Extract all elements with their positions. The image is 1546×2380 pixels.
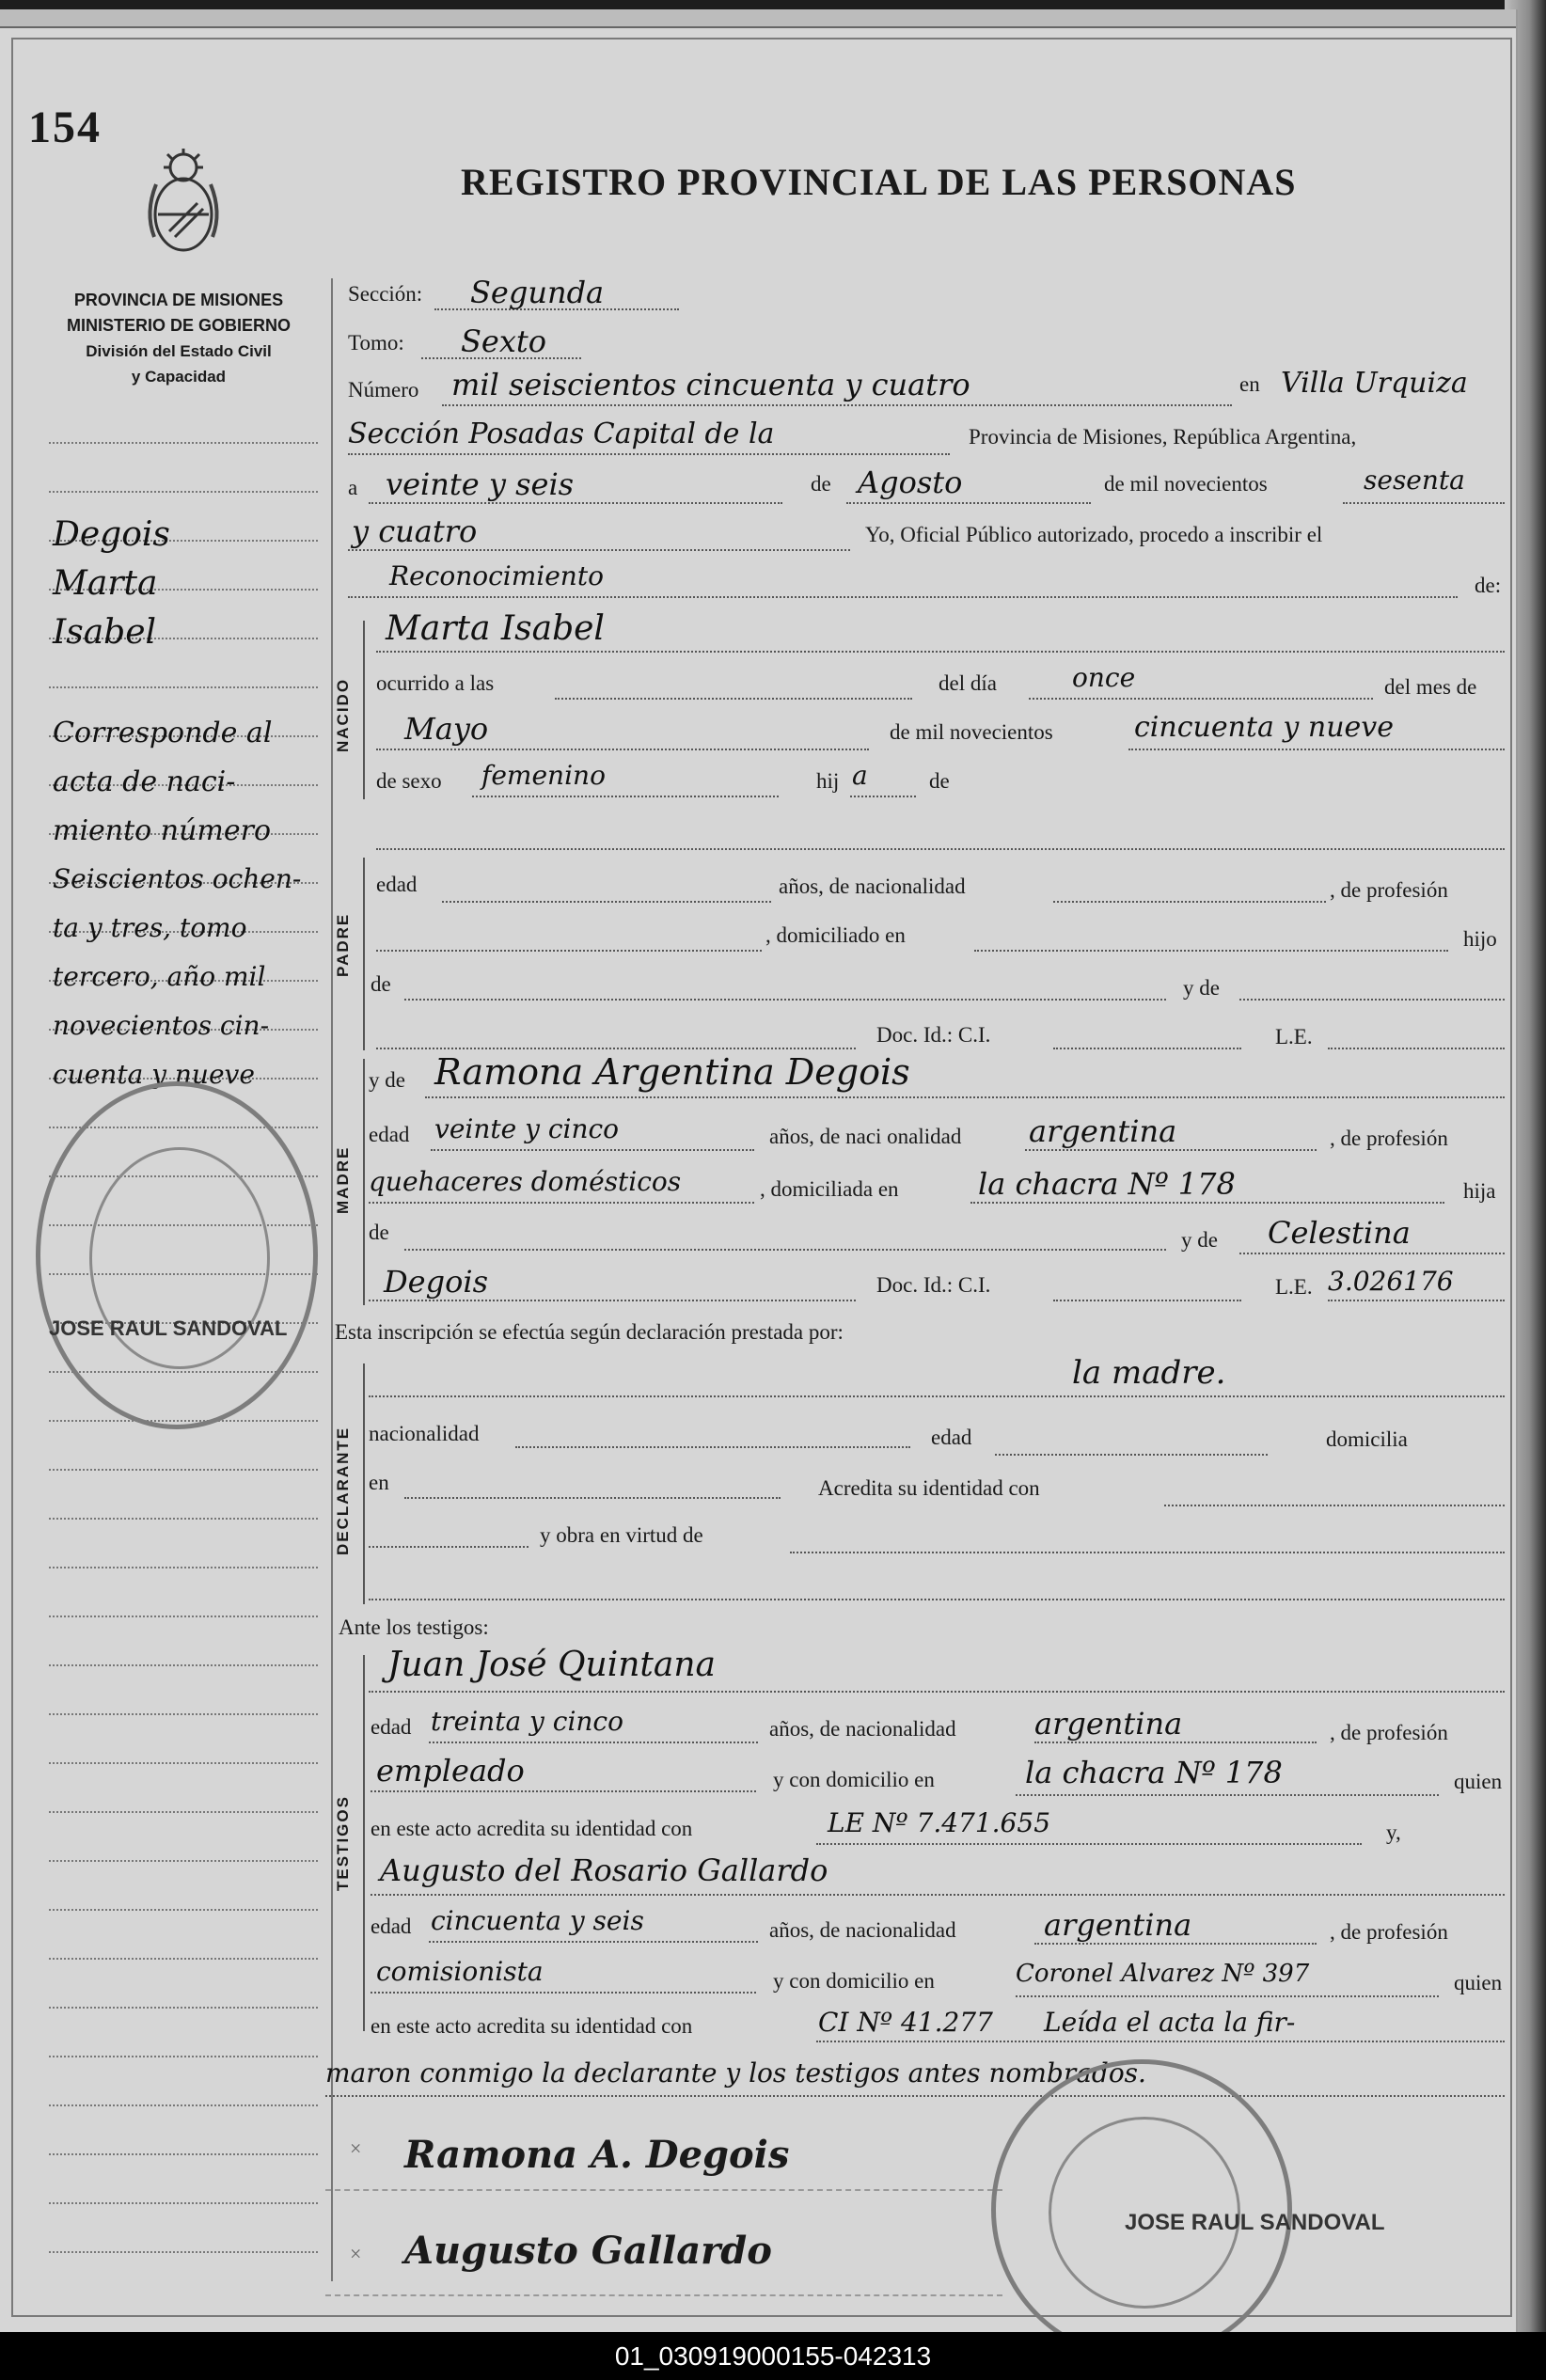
padre-le-line xyxy=(1328,1048,1505,1049)
decl-acredita-label: Acredita su identidad con xyxy=(818,1476,1040,1500)
numero-line xyxy=(442,404,1232,406)
madre-le-label: L.E. xyxy=(1275,1275,1313,1299)
margin-separator xyxy=(331,278,333,2281)
testigo2-value: Augusto del Rosario Gallardo xyxy=(380,1852,828,1888)
acto-line xyxy=(348,596,1458,598)
madre-bracket xyxy=(363,1059,365,1305)
t1-edad-label: edad xyxy=(371,1715,412,1739)
margin-note-line: Seiscientos ochen- xyxy=(53,863,302,894)
margin-ruled-line xyxy=(49,1713,318,1715)
padre-padres-line xyxy=(404,999,1166,1001)
anio2-value: y cuatro xyxy=(352,513,478,549)
decl-nac-line xyxy=(515,1446,910,1448)
signature-mark: × xyxy=(350,2136,362,2160)
madre-nac-label: años, de naci onalidad xyxy=(769,1125,962,1148)
margin-ruled-line xyxy=(49,2153,318,2155)
closing-line xyxy=(325,2095,1505,2097)
numero-label: Número xyxy=(348,378,419,402)
margin-ruled-line xyxy=(49,2056,318,2057)
decl-obra-pre-line xyxy=(369,1546,528,1548)
page-title: REGISTRO PROVINCIAL DE LAS PERSONAS xyxy=(461,161,1297,203)
margin-ruled-line xyxy=(49,2251,318,2253)
del-dia-label: del día xyxy=(939,671,997,695)
madre-edad-value: veinte y cinco xyxy=(434,1113,620,1144)
madre-dom-value: la chacra Nº 178 xyxy=(978,1166,1236,1202)
hij-label: hij xyxy=(816,769,840,793)
decl-dom-label: domicilia xyxy=(1326,1427,1408,1451)
a-label: a xyxy=(348,476,358,499)
en-label: en xyxy=(1239,372,1260,396)
t2-nac-line xyxy=(1034,1943,1317,1945)
t1-edad-line xyxy=(429,1742,758,1743)
madre-dom-line xyxy=(970,1202,1444,1204)
padre-le-label: L.E. xyxy=(1275,1025,1313,1048)
padre-side-label: PADRE xyxy=(334,912,352,978)
sexo-label: de sexo xyxy=(376,769,442,793)
testigo2-line xyxy=(371,1894,1505,1896)
anio-value: sesenta xyxy=(1364,465,1465,496)
madre-y-de-2-label: y de xyxy=(1181,1228,1218,1252)
anio2-line xyxy=(348,549,850,551)
margin-note-line: miento número xyxy=(53,814,272,847)
margin-ruled-line xyxy=(49,686,318,688)
margin-ruled-line xyxy=(49,1616,318,1617)
t1-dom-value: la chacra Nº 178 xyxy=(1025,1755,1283,1790)
hora-line xyxy=(555,698,912,700)
margin-ruled-line xyxy=(49,442,318,444)
t2-acredita-label: en este acto acredita su identidad con xyxy=(371,2014,693,2038)
province-label: PROVINCIA DE MISIONES xyxy=(73,291,284,309)
madre-abuela-value: Celestina xyxy=(1268,1215,1411,1251)
madre-prof-label: , de profesión xyxy=(1330,1127,1448,1150)
declarante-nombre-line xyxy=(369,1395,1505,1397)
madre-ci-line xyxy=(1053,1300,1241,1301)
margin-ruled-line xyxy=(49,1811,318,1813)
t1-dom-label: y con domicilio en xyxy=(773,1768,935,1791)
t2-edad-line xyxy=(429,1941,758,1943)
madre-nac-value: argentina xyxy=(1029,1113,1177,1149)
signature-mark: × xyxy=(350,2242,362,2265)
t2-prof-line xyxy=(371,1992,756,1994)
madre-nac-line xyxy=(1025,1149,1317,1151)
de-label: de xyxy=(811,472,831,496)
margin-ruled-line xyxy=(49,491,318,493)
dia-line xyxy=(369,502,782,504)
division-label-1: División del Estado Civil xyxy=(86,342,272,360)
t1-acredita-label: en este acto acredita su identidad con xyxy=(371,1817,693,1840)
dia-value: veinte y seis xyxy=(386,466,575,502)
t2-edad-value: cincuenta y seis xyxy=(431,1905,644,1936)
margin-ruled-line xyxy=(49,1909,318,1911)
madre-edad-line xyxy=(431,1149,754,1151)
margin-note-line: cuenta y nueve xyxy=(53,1059,255,1090)
madre-abuela2-line xyxy=(369,1300,856,1301)
padre-doc-label: Doc. Id.: C.I. xyxy=(876,1023,991,1047)
decl-acredita-line xyxy=(1164,1505,1505,1506)
decl-en-label: en xyxy=(369,1471,389,1494)
anio-nac-value: cincuenta y nueve xyxy=(1134,711,1394,744)
nombre-value: Marta Isabel xyxy=(386,609,605,648)
decl-obra-line xyxy=(790,1552,1505,1553)
padre-edad-label: edad xyxy=(376,873,418,896)
de-colon-label: de: xyxy=(1475,574,1502,597)
t2-id-value: CI Nº 41.277 xyxy=(818,2007,993,2038)
madre-prof-value: quehaceres domésticos xyxy=(369,1166,682,1197)
padre-extra-line xyxy=(376,1048,856,1049)
margin-ruled-line xyxy=(49,1567,318,1568)
margin-ruled-line xyxy=(49,2202,318,2204)
padre-ci-line xyxy=(1053,1048,1241,1049)
margin-note-line: novecientos cin- xyxy=(53,1010,270,1041)
sexo-line xyxy=(472,796,779,797)
madre-prof-line xyxy=(369,1202,754,1204)
madre-y-de-label: y de xyxy=(369,1068,405,1092)
padre-prof-line xyxy=(376,950,762,952)
margin-ruled-line xyxy=(49,2007,318,2009)
testigos-side-label: TESTIGOS xyxy=(334,1795,352,1891)
madre-dom-label: , domiciliada en xyxy=(760,1177,899,1201)
margin-ruled-line xyxy=(49,1958,318,1960)
madre-abuela-line xyxy=(1239,1253,1505,1254)
madre-side-label: MADRE xyxy=(334,1145,352,1215)
t1-prof-value: empleado xyxy=(376,1753,525,1789)
hij-value: a xyxy=(852,760,868,791)
closing-line-2: maron conmigo la declarante y los testigos antes nombrados. xyxy=(325,2057,1146,2088)
t2-edad-label: edad xyxy=(371,1915,412,1938)
declarante-side-label: DECLARANTE xyxy=(334,1426,352,1555)
t1-prof-label: , de profesión xyxy=(1330,1721,1448,1744)
t2-nac-value: argentina xyxy=(1044,1907,1192,1943)
margin-ruled-line xyxy=(49,1518,318,1520)
closing-line-1: Leída el acta la fir- xyxy=(1044,2007,1296,2038)
declarante-bracket xyxy=(363,1363,365,1604)
division-label-2: y Capacidad xyxy=(131,368,227,386)
padre-hijo-label: hijo xyxy=(1463,927,1497,951)
mes-line xyxy=(846,502,1091,504)
mes-nac-line xyxy=(376,749,869,750)
t1-id-line xyxy=(816,1843,1362,1845)
yo-label: Yo, Oficial Público autorizado, procedo a inscribir el xyxy=(865,523,1323,546)
mes-nac-value: Mayo xyxy=(404,711,489,747)
sig-line-1 xyxy=(325,2189,1002,2191)
t2-prof-value: comisionista xyxy=(376,1956,544,1987)
margin-note-line: ta y tres, tomo xyxy=(53,912,247,943)
madre-abuela2-value: Degois xyxy=(384,1264,488,1300)
margin-ruled-line xyxy=(49,1860,318,1862)
mil-novecientos-label: de mil novecientos xyxy=(1104,472,1268,496)
stamp-official-name-2: JOSE RAUL SANDOVAL xyxy=(1125,2210,1385,2235)
mes-value: Agosto xyxy=(858,465,963,500)
margin-ruled-line xyxy=(49,2104,318,2106)
acto-value: Reconocimiento xyxy=(389,560,604,591)
madre-padres-line xyxy=(404,1249,1166,1251)
margin-ruled-line xyxy=(49,1469,318,1471)
esta-inscripcion-label: Esta inscripción se efectúa según declaración prestada por: xyxy=(335,1320,844,1344)
madre-hija-label: hija xyxy=(1463,1179,1496,1203)
t1-nac-label: años, de nacionalidad xyxy=(769,1717,956,1741)
madre-doc-label: Doc. Id.: C.I. xyxy=(876,1273,991,1297)
padre-dom-line xyxy=(974,950,1448,952)
lugar2-line xyxy=(348,453,950,455)
t1-y-label: y, xyxy=(1386,1820,1401,1844)
t1-dom-line xyxy=(1016,1794,1439,1796)
nacido-side-label: NACIDO xyxy=(334,677,352,752)
seccion-label: Sección: xyxy=(348,282,423,306)
testigo1-line xyxy=(369,1691,1505,1693)
signature-testigo: Augusto Gallardo xyxy=(404,2229,772,2273)
anio-nac-line xyxy=(1128,749,1505,750)
padre-y-de-label: y de xyxy=(1183,976,1220,1000)
declarante-value: la madre. xyxy=(1072,1354,1226,1392)
decl-en-line xyxy=(404,1497,781,1499)
ante-testigos-label: Ante los testigos: xyxy=(339,1616,489,1639)
provincia-label: Provincia de Misiones, República Argentina, xyxy=(969,425,1357,449)
madre-le-value: 3.026176 xyxy=(1328,1266,1454,1297)
madre-nombre-line xyxy=(425,1096,1505,1098)
margin-note-line: Isabel xyxy=(53,613,157,652)
folio-number: 154 xyxy=(28,102,102,152)
madre-edad-label: edad xyxy=(369,1123,410,1146)
padre-prof-label: , de profesión xyxy=(1330,878,1448,902)
sig-line-2 xyxy=(325,2294,1002,2296)
anio-line xyxy=(1343,502,1505,504)
registry-stamp xyxy=(36,1081,318,1429)
testigos-bracket xyxy=(363,1655,365,2031)
madre-nombre-value: Ramona Argentina Degois xyxy=(434,1051,910,1093)
padre-dom-label: , domiciliado en xyxy=(765,923,906,947)
lugar-value: Villa Urquiza xyxy=(1281,367,1468,400)
margin-note-line: tercero, año mil xyxy=(53,961,266,992)
stamp-official-name: JOSE RAUL SANDOVAL xyxy=(49,1316,288,1340)
t1-prof-line xyxy=(371,1790,756,1792)
t2-prof-label: , de profesión xyxy=(1330,1920,1448,1944)
t1-nac-line xyxy=(1034,1742,1317,1743)
t2-dom-value: Coronel Alvarez Nº 397 xyxy=(1016,1960,1310,1988)
padre-nac-line xyxy=(1053,901,1326,903)
t2-dom-line xyxy=(1016,1995,1439,1997)
decl-edad-line xyxy=(995,1454,1268,1456)
decl-edad-label: edad xyxy=(931,1426,972,1449)
margin-note-line: Corresponde al xyxy=(53,717,273,749)
seccion-value: Segunda xyxy=(470,275,605,310)
t2-quien-label: quien xyxy=(1454,1971,1503,1994)
t2-nac-label: años, de nacionalidad xyxy=(769,1918,956,1942)
padre-nombre-line xyxy=(376,848,1505,850)
dia-nac-line xyxy=(1029,698,1373,700)
de-label-2: de xyxy=(929,769,950,793)
padre-edad-line xyxy=(442,901,771,903)
padre-nac-label: años, de nacionalidad xyxy=(779,875,966,898)
nombre-line xyxy=(376,651,1505,653)
dia-nac-value: once xyxy=(1072,662,1136,693)
t2-dom-label: y con domicilio en xyxy=(773,1969,935,1993)
margin-note-line: Marta xyxy=(53,564,158,603)
t1-edad-value: treinta y cinco xyxy=(431,1706,623,1737)
nacido-bracket xyxy=(363,621,365,799)
padre-de-label: de xyxy=(371,972,391,996)
madre-le-line xyxy=(1328,1300,1505,1301)
t2-id-line xyxy=(816,2041,1505,2042)
tomo-value: Sexto xyxy=(461,323,547,359)
coat-of-arms-icon xyxy=(141,147,226,260)
numero-value: mil seiscientos cincuenta y cuatro xyxy=(451,367,970,402)
hij-line xyxy=(850,796,916,797)
decl-obra-label: y obra en virtud de xyxy=(540,1523,703,1547)
madre-de-label: de xyxy=(369,1221,389,1244)
t1-quien-label: quien xyxy=(1454,1770,1503,1793)
margin-ruled-line xyxy=(49,1664,318,1666)
margin-note-line: acta de naci- xyxy=(53,765,236,798)
ocurrido-label: ocurrido a las xyxy=(376,671,495,695)
decl-nac-label: nacionalidad xyxy=(369,1422,480,1445)
sexo-value: femenino xyxy=(481,760,606,791)
signature-declarante: Ramona A. Degois xyxy=(404,2133,790,2177)
t1-id-value: LE Nº 7.471.655 xyxy=(828,1807,1051,1838)
lugar2-value: Sección Posadas Capital de la xyxy=(348,418,775,450)
decl-extra-line xyxy=(369,1599,1505,1600)
tomo-label: Tomo: xyxy=(348,331,404,355)
testigo1-value: Juan José Quintana xyxy=(387,1646,717,1684)
image-id-footer: 01_030919000155-042313 xyxy=(0,2332,1546,2380)
issuing-authority xyxy=(38,288,320,389)
margin-note-line: Degois xyxy=(53,515,170,554)
top-strip xyxy=(0,9,1516,28)
ministry-label: MINISTERIO DE GOBIERNO xyxy=(66,316,292,335)
padre-bracket xyxy=(363,858,365,1050)
margin-ruled-line xyxy=(49,1762,318,1764)
t1-nac-value: argentina xyxy=(1034,1706,1183,1742)
del-mes-label: del mes de xyxy=(1384,675,1477,699)
de-mil-nov-label: de mil novecientos xyxy=(890,720,1053,744)
padre-abuela-line xyxy=(1239,999,1505,1001)
